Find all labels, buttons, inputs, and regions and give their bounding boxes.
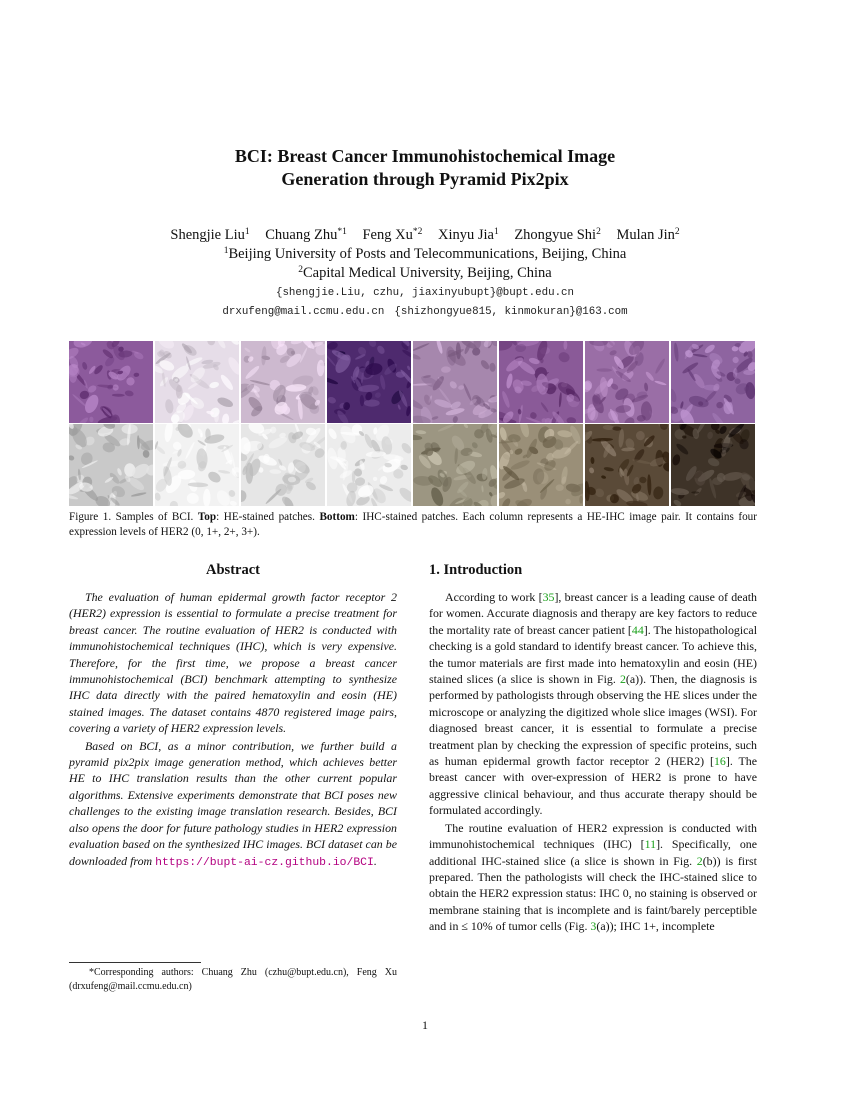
affiliation-1: $^1$Beijing University of Posts and Telecommunications, Beijing, China xyxy=(223,246,627,262)
email-163: {shizhongyue815, kinmokuran}@163.com xyxy=(394,306,628,318)
figure-link[interactable]: 2 xyxy=(696,853,703,868)
citation-link[interactable]: 11 xyxy=(644,837,657,852)
ihc-patch-7 xyxy=(585,424,669,506)
paper-title xyxy=(0,145,850,191)
introduction-section xyxy=(429,560,757,935)
footnote: *Corresponding authors: Chuang Zhu (czhu@bupt.edu.cn), Feng Xu (drxufeng@mail.ccmu.edu.cn) xyxy=(69,967,397,992)
email-xu: drxufeng@mail.ccmu.edu.cn xyxy=(222,306,385,318)
introduction-heading: 1. Introduction xyxy=(429,562,523,578)
ihc-patch-1 xyxy=(69,424,153,506)
author: Chuang Zhu$^{*1}$ xyxy=(265,227,347,243)
email-line-2 xyxy=(0,306,850,318)
citation-link[interactable]: 16 xyxy=(713,754,726,769)
title-line-2: Generation through Pyramid Pix2pix xyxy=(281,169,569,189)
author: Zhongyue Shi$^2$ xyxy=(514,227,601,243)
he-patch-4 xyxy=(327,341,411,423)
email-line-1: {shengjie.Liu, czhu, jiaxinyubupt}@bupt.edu.cn xyxy=(275,287,575,299)
affiliation-2: $^2$Capital Medical University, Beijing, China xyxy=(298,265,552,281)
ihc-patch-3 xyxy=(241,424,325,506)
ihc-patch-6 xyxy=(499,424,583,506)
citation-link[interactable]: 35 xyxy=(542,590,555,604)
he-patch-8 xyxy=(671,341,755,423)
ihc-patch-5 xyxy=(413,424,497,506)
figure-1-patches xyxy=(69,341,757,506)
author: Mulan Jin$^2$ xyxy=(616,227,680,243)
figure-link[interactable]: 3 xyxy=(590,919,597,934)
he-patch-5 xyxy=(413,341,497,423)
author-list xyxy=(0,225,850,245)
abstract-section xyxy=(69,560,397,871)
page-number: 1 xyxy=(422,1018,428,1032)
ihc-patch-4 xyxy=(327,424,411,506)
title-line-1: BCI: Breast Cancer Immunohistochemical Image xyxy=(234,146,616,166)
figure-link[interactable]: 2 xyxy=(619,672,626,687)
author: Xinyu Jia$^1$ xyxy=(437,227,499,243)
abstract-paragraph-1: The evaluation of human epidermal growth factor receptor 2 (HER2) expression is essential to formulate a precise treatment for breast cancer. The routine evaluation of HER2 is conducted with immunohistochemical techniques (IHC), which is very expensive. Therefore, for the first time, we propose a breast cancer immunohistochemical (BCI) benchmark attempting to synthesize IHC data directly with the paired hematoxylin and eosin (HE) stained images. The dataset contains 4870 registered image pairs, covering a variety of HER2 expression levels. xyxy=(69,590,397,736)
ihc-patch-2 xyxy=(155,424,239,506)
author: Feng Xu$^{*2}$ xyxy=(362,227,423,243)
he-patch-7 xyxy=(585,341,669,423)
author: Shengjie Liu$^1$ xyxy=(170,227,250,243)
he-patch-3 xyxy=(241,341,325,423)
intro-paragraph-1: According to work [35], breast cancer is a leading cause of death for women. Accurate diagnosis and therapy are key factors to reduce the mortality rate of breast cancer patient [44]. The histopathological checking is a gold standard to identify breast cancer. To achieve this, the tumor materials are first made into hematoxylin and eosin (HE) stained slices (a slice is shown in Fig. 2(a)). Then, the diagnosis is performed by pathologists through observing the HE slices under the microscope or analyzing the digitized whole slice images (WSI). For diagnosed breast cancer, it is essential to formulate a precise treatment plan by checking the expression of specific proteins, such as human epidermal growth factor receptor 2 (HER2) [16]. The breast cancer with over-expression of HER2 is prone to have aggressive clinical behaviour, and thus accurate therapy should be formulated accordingly. xyxy=(429,590,757,818)
intro-paragraph-2: The routine evaluation of HER2 expression is conducted with immunohistochemical techniques (IHC) [11]. Specifically, one additional IHC-stained slice (a slice is shown in Fig. 2(b)) is first prepared. Then the pathologists will check the IHC-stained slice to obtain the HER2 expression status: IHC 0, no staining is observed or membrane staining that is incomplete and is faint/barely perceptible and in ≤ 10% of tumor cells (Fig. 3(a)); IHC 1+, incomplete xyxy=(429,820,757,934)
abstract-paragraph-2: Based on BCI, as a minor contribution, we further build a pyramid pix2pix image generation method, which achieves better HE to IHC translation results than the other current popular algorithms. Extensive experiments demonstrate that BCI poses new challenges to the existing image translation research. Besides, BCI also opens the door for future pathology studies in HER2 expression evaluation based on the synthesized IHC images. BCI dataset can be downloaded from https://bupt-ai-cz.github.io/BCI. xyxy=(69,738,397,869)
ihc-patch-8 xyxy=(671,424,755,506)
he-patch-1 xyxy=(69,341,153,423)
abstract-heading: Abstract xyxy=(206,562,260,578)
footnote-rule xyxy=(69,962,201,963)
he-patch-6 xyxy=(499,341,583,423)
dataset-link[interactable]: https://bupt-ai-cz.github.io/BCI xyxy=(155,856,374,869)
he-patch-2 xyxy=(155,341,239,423)
figure-1-caption: Figure 1. Samples of BCI. Top: HE-stained patches. Bottom: IHC-stained patches. Each column represents a HE-IHC image pair. It contains four expression levels of HER2 (0, 1+, 2+, 3+). xyxy=(69,511,757,538)
citation-link[interactable]: 44 xyxy=(631,622,644,637)
